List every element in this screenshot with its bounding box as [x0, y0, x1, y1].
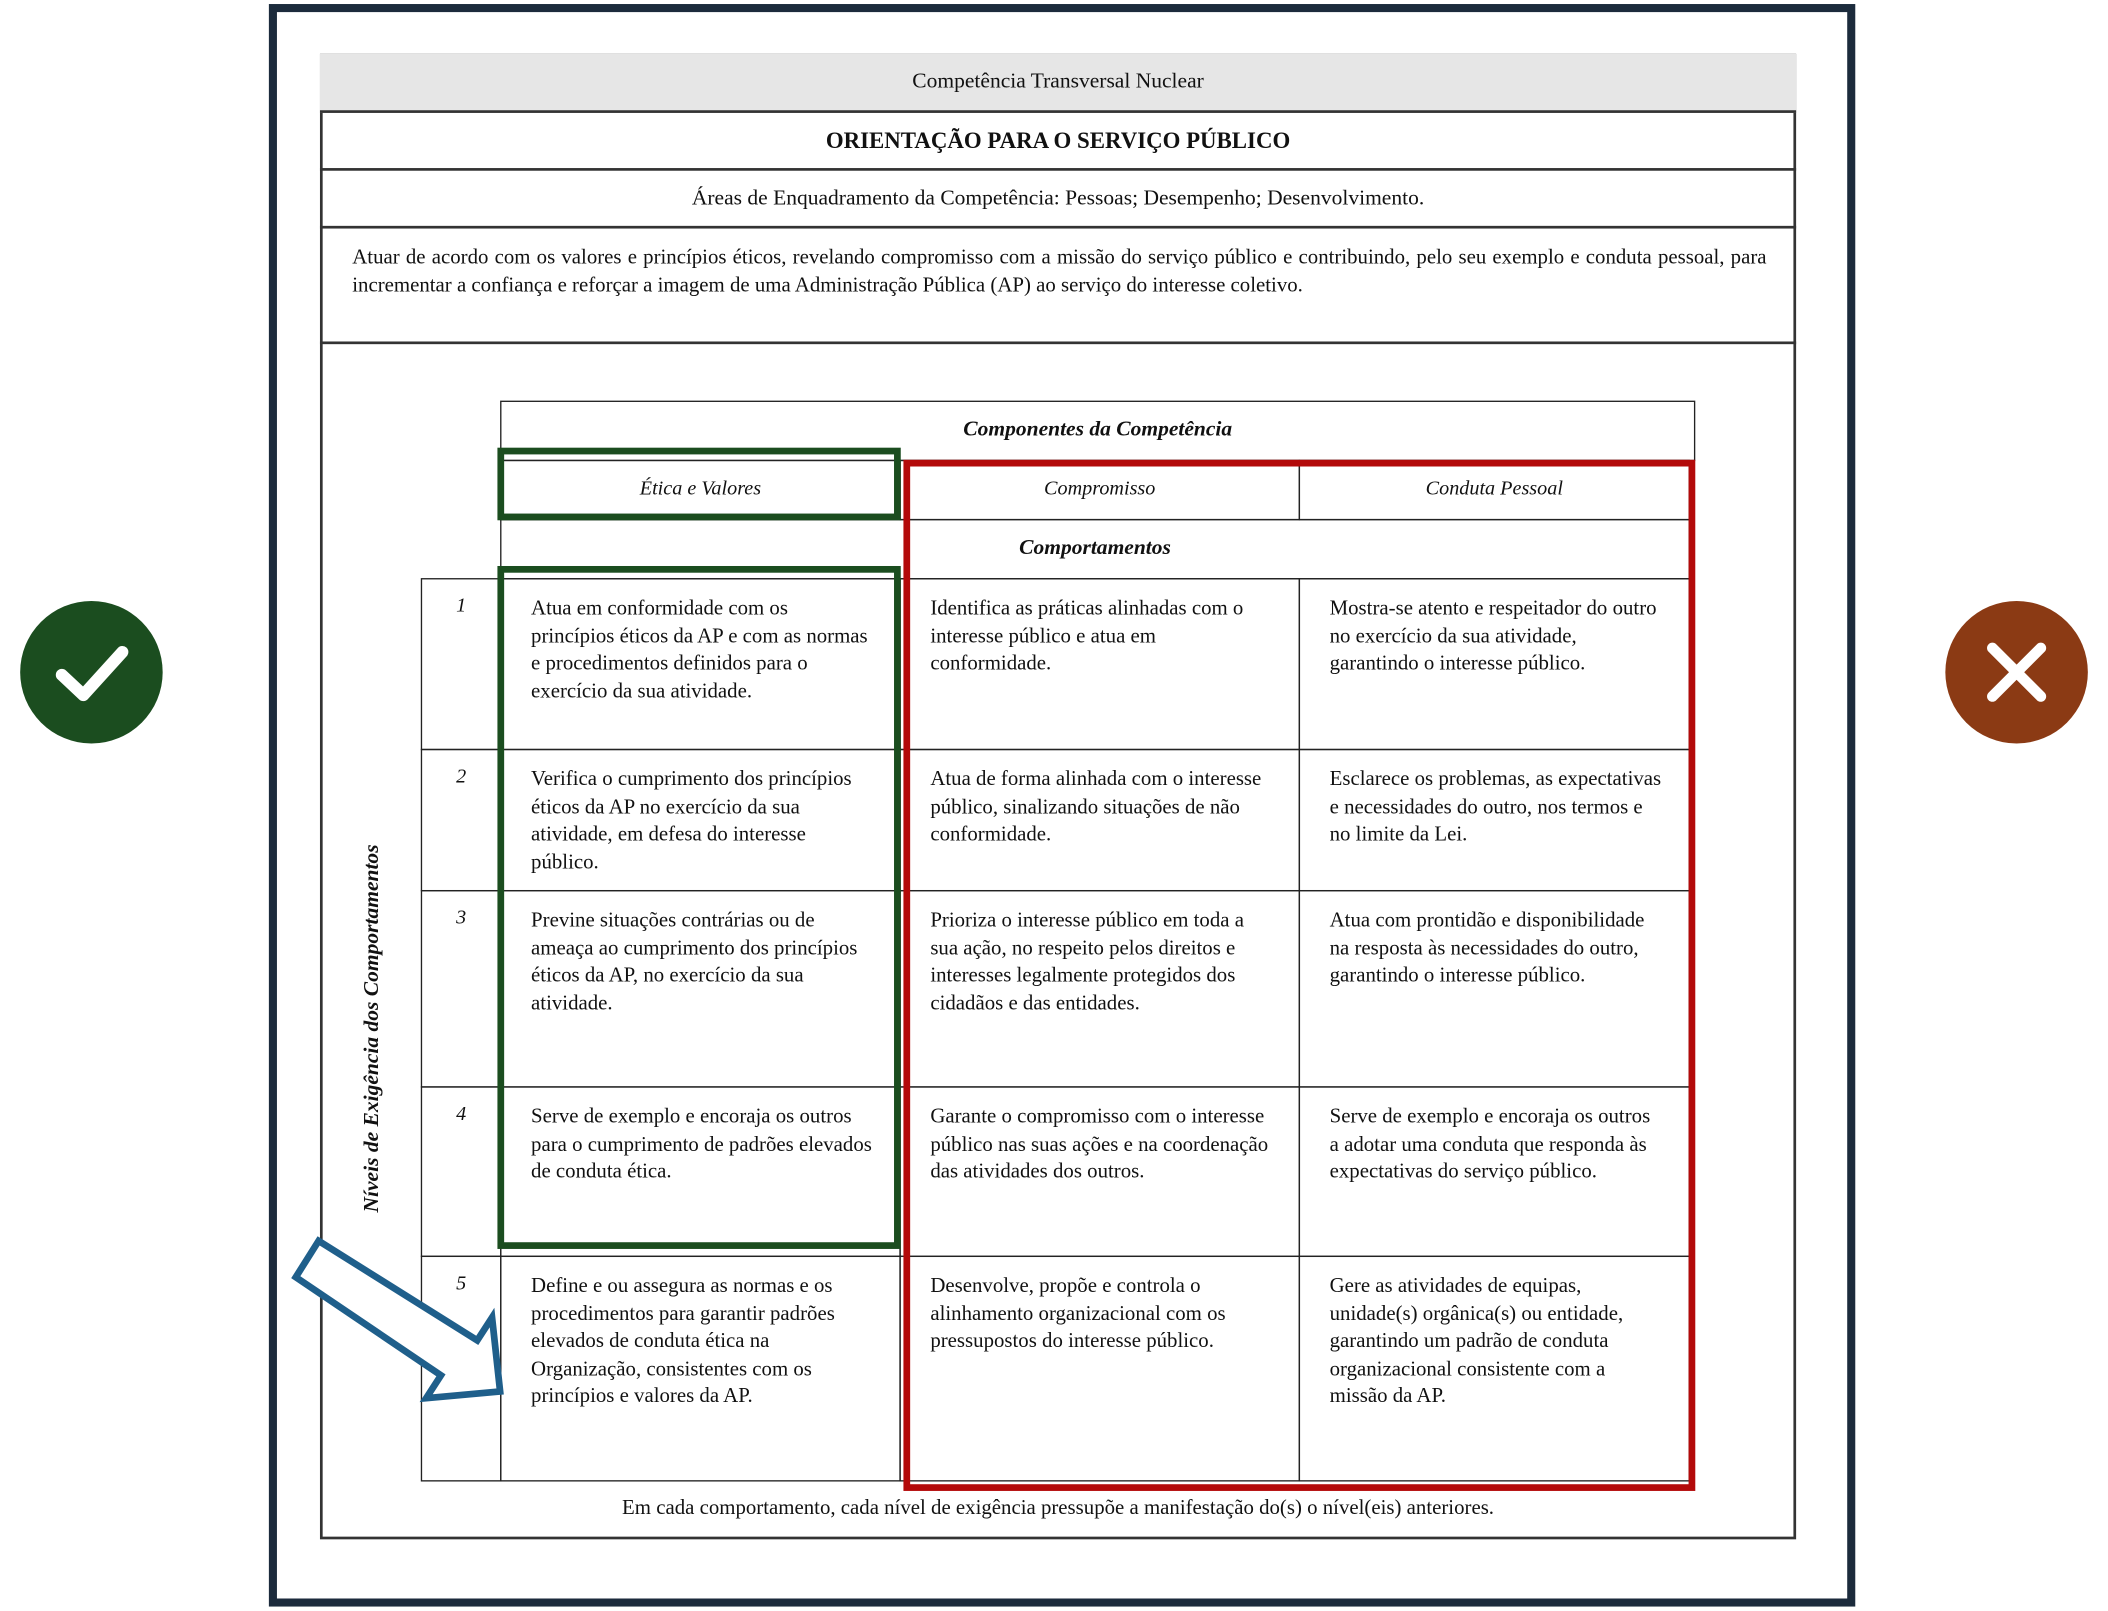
check-icon — [20, 601, 163, 744]
components-title: Componentes da Competência — [500, 401, 1695, 461]
arrow-icon — [289, 1230, 518, 1411]
level-number: 4 — [421, 1086, 502, 1257]
ethics-behavior-cell: Atua em conformidade com os princípios éticos da AP e com as normas e procedimentos definidos para o exercício da sua atividade. — [500, 578, 901, 750]
commitment-behavior-cell: Garante o compromisso com o interesse público nas suas ações e na coordenação das atividades dos outros. — [899, 1086, 1300, 1257]
ethics-behavior-cell: Previne situações contrárias ou de ameaça ao cumprimento dos princípios éticos da AP, no exercício da sua atividade. — [500, 890, 901, 1088]
commitment-behavior-cell: Atua de forma alinhada com o interesse público, sinalizando situações de não conformidade. — [899, 749, 1300, 892]
ethics-behavior-cell: Define e ou assegura as normas e os procedimentos para garantir padrões elevados de conduta ética na Organização, consistentes com os princípios e valores da AP. — [500, 1256, 901, 1482]
conduct-behavior-cell: Serve de exemplo e encoraja os outros a adotar uma conduta que responda às expectativas do serviço público. — [1299, 1086, 1690, 1257]
x-icon — [1945, 601, 2088, 744]
document-header: Competência Transversal Nuclear — [320, 54, 1796, 113]
commitment-behavior-cell: Desenvolve, propõe e controla o alinhamento organizacional com os pressupostos do interesse público. — [899, 1256, 1300, 1482]
level-number: 5 — [421, 1256, 502, 1482]
conduct-behavior-cell: Gere as atividades de equipas, unidade(s) orgânica(s) ou entidade, garantindo um padrão de conduta organizacional consistente com a missão da AP. — [1299, 1256, 1690, 1482]
levels-label: Níveis de Exigência dos Comportamentos — [360, 844, 384, 1213]
commitment-behavior-cell: Identifica as práticas alinhadas com o interesse público e atua em conformidade. — [899, 578, 1300, 750]
document-footer: Em cada comportamento, cada nível de exigência pressupõe a manifestação do(s) o nível(eis) anteriores. — [622, 1496, 1495, 1520]
incorrect-columns-highlight — [903, 460, 1695, 1491]
conduct-behavior-cell: Atua com prontidão e disponibilidade na resposta às necessidades do outro, garantindo o interesse público. — [1299, 890, 1690, 1088]
level-number: 3 — [421, 890, 502, 1088]
conduct-behavior-cell: Mostra-se atento e respeitador do outro no exercício da sua atividade, garantindo o interesse público. — [1299, 578, 1690, 750]
correct-column-header-highlight — [497, 448, 900, 521]
competency-areas: Áreas de Enquadramento da Competência: Pessoas; Desempenho; Desenvolvimento. — [320, 171, 1796, 229]
level-number: 1 — [421, 578, 502, 750]
competency-description: Atuar de acordo com os valores e princípios éticos, revelando compromisso com a missão do serviço público e contribuindo, pelo seu exemplo e conduta pessoal, para incrementar a confiança e reforçar a imagem de uma Administração Pública (AP) ao serviço do interesse coletivo. — [320, 229, 1796, 345]
conduct-behavior-cell: Esclarece os problemas, as expectativas e necessidades do outro, nos termos e no limite da Lei. — [1299, 749, 1690, 892]
commitment-behavior-cell: Prioriza o interesse público em toda a sua ação, no respeito pelos direitos e interesses legalmente protegidos dos cidadãos e das entidades. — [899, 890, 1300, 1088]
column-header-conduct: Conduta Pessoal — [1299, 460, 1690, 520]
correct-column-highlight — [497, 566, 900, 1249]
document-title: ORIENTAÇÃO PARA O SERVIÇO PÚBLICO — [320, 113, 1796, 171]
ethics-behavior-cell: Verifica o cumprimento dos princípios éticos da AP no exercício da sua atividade, em defesa do interesse público. — [500, 749, 901, 892]
level-number: 2 — [421, 749, 502, 892]
column-header-commitment: Compromisso — [899, 460, 1300, 520]
behaviors-title: Comportamentos — [500, 519, 1690, 579]
ethics-behavior-cell: Serve de exemplo e encoraja os outros para o cumprimento de padrões elevados de conduta ética. — [500, 1086, 901, 1257]
column-header-ethics: Ética e Valores — [500, 460, 901, 520]
